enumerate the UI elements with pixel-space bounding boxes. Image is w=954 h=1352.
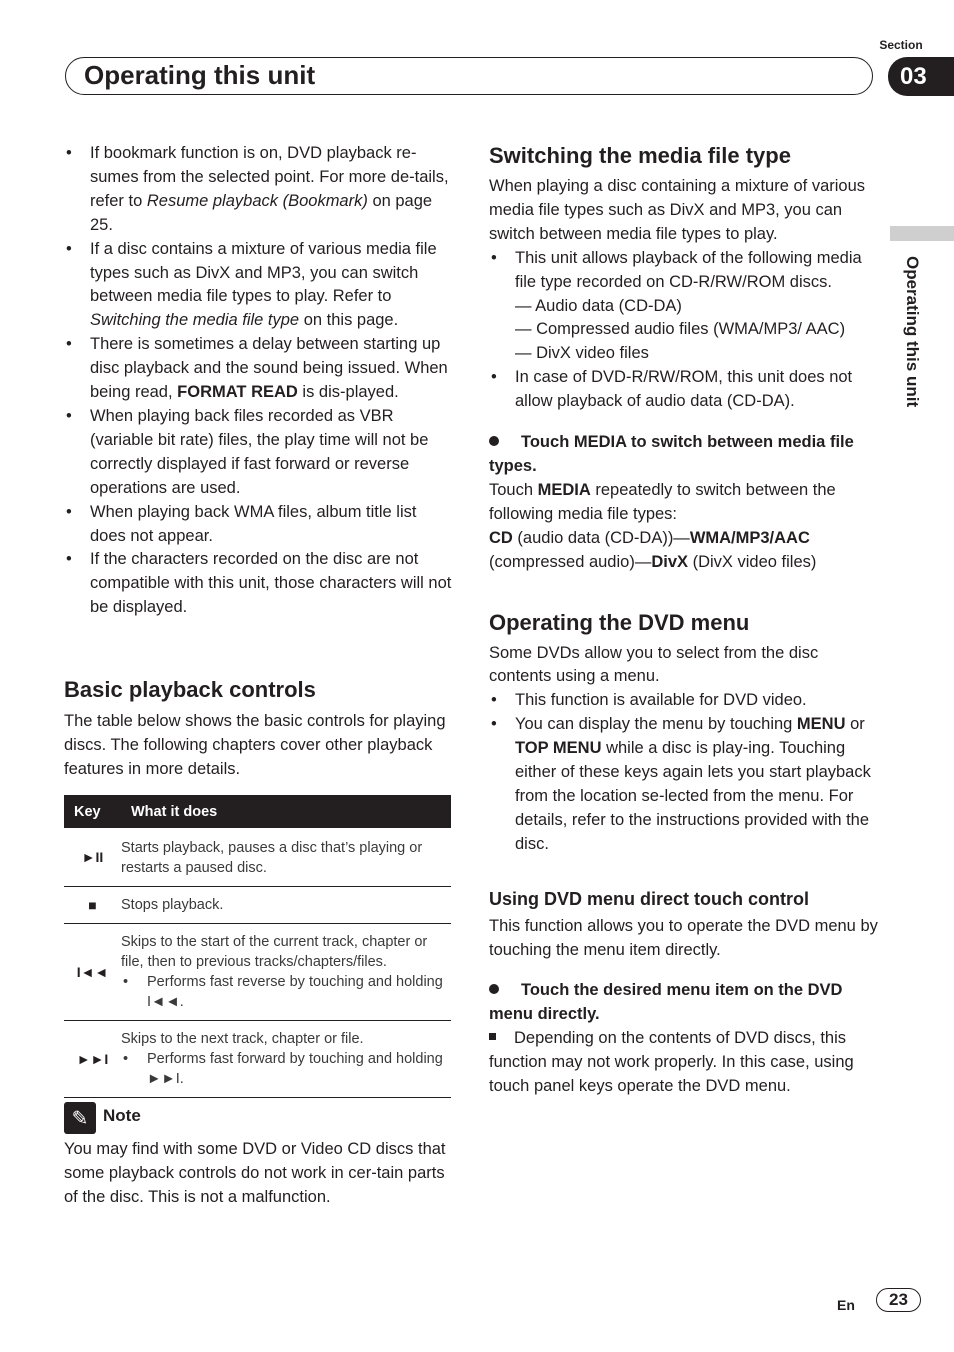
list-item: • You can display the menu by touching MENU or TOP MENU while a disc is play-ing. Touching either of these keys again lets you start playback from the location se-lected from the menu. For details, refer to the instructions provided with the disc. <box>489 713 879 856</box>
step-bullet-icon <box>489 984 499 994</box>
note-label: Note <box>103 1106 141 1125</box>
skip-forward-icon: ►►I <box>64 1021 121 1098</box>
touch-control-heading: Using DVD menu direct touch control <box>489 888 810 909</box>
step-note: Depending on the contents of DVD discs, this function may not work properly. In this case, using touch panel keys operate the DVD menu. <box>489 1029 854 1096</box>
page-title-box <box>65 57 873 95</box>
list-item: • If the characters recorded on the disc are not compatible with this unit, those characters will not be displayed. <box>64 548 456 620</box>
step-touch-media-body: Touch MEDIA repeatedly to switch between the following media file types: <box>489 480 836 523</box>
side-tab-label: Operating this unit <box>903 256 922 408</box>
page-title: Operating this unit <box>84 60 316 90</box>
list-item: • There is sometimes a delay between starting up disc playback and the sound being issued. When being read, FORMAT READ is dis-played. <box>64 333 456 405</box>
table-row <box>64 887 451 924</box>
table-cell: Stops playback. <box>121 887 451 924</box>
play-pause-icon: ►II <box>64 828 121 887</box>
switch-intro: When playing a disc containing a mixture of various media file types such as DivX and MP3, you can switch between media file types to play. <box>489 177 866 243</box>
list-item: • This function is available for DVD video. <box>489 689 879 713</box>
section-number: 03 <box>888 57 954 96</box>
basic-playback-section <box>64 676 456 782</box>
step-touch-media: Touch MEDIA to switch between media file types. <box>489 433 854 475</box>
switch-heading: Switching the media file type <box>489 143 791 168</box>
square-bullet-icon <box>489 1033 496 1040</box>
media-cycle: CD (audio data (CD-DA))—WMA/MP3/AAC (compressed audio)—DivX (DivX video files) <box>489 528 817 571</box>
table-header-row <box>64 795 451 828</box>
list-item: • In case of DVD-R/RW/ROM, this unit does not allow playback of audio data (CD-DA). <box>489 366 879 414</box>
step-bullet-icon <box>489 436 499 446</box>
basic-playback-intro: The table below shows the basic controls for playing discs. The following chapters cover other playback features in more details. <box>64 712 446 778</box>
table-row <box>64 924 451 1021</box>
list-item: • If bookmark function is on, DVD playback re-sumes from the selected point. For more de-tails, refer to Resume playback (Bookmark) on page 25. <box>64 142 456 238</box>
table-cell: Starts playback, pauses a disc that’s playing or restarts a paused disc. <box>121 828 451 887</box>
controls-table <box>64 795 451 1098</box>
list-item: • When playing back WMA files, album title list does not appear. <box>64 501 456 549</box>
dvd-menu-intro: Some DVDs allow you to select from the disc contents using a menu. <box>489 643 819 686</box>
basic-playback-heading: Basic playback controls <box>64 677 316 702</box>
list-item: • When playing back files recorded as VBR (variable bit rate) files, the play time will not be correctly displayed if fast forward or reverse operations are used. <box>64 405 456 501</box>
note-pencil-icon: ✎ <box>64 1102 96 1134</box>
table-row <box>64 828 451 887</box>
left-bullet-list <box>64 142 456 620</box>
page-number: 23 <box>876 1288 921 1312</box>
table-header-desc: What it does <box>121 795 451 828</box>
note-text: You may find with some DVD or Video CD discs that some playback controls do not work in cer-tain parts of the disc. This is not a malfunction. <box>64 1140 446 1206</box>
table-cell: Skips to the start of the current track, chapter or file, then to previous tracks/chapters/files. • Performs fast reverse by touching and holding I◄◄. <box>121 924 451 1021</box>
dash-item: — Compressed audio files (WMA/MP3/ AAC) <box>515 320 846 339</box>
list-item: • If a disc contains a mixture of various media file types such as DivX and MP3, you can switch between media file types to play. Refer to Switching the media file type on this page. <box>64 238 456 334</box>
side-tab-marker <box>890 226 954 241</box>
skip-back-icon: I◄◄ <box>64 924 121 1021</box>
table-cell: Skips to the next track, chapter or file. • Performs fast forward by touching and holding ►►I. <box>121 1021 451 1098</box>
section-label: Section <box>879 38 923 52</box>
stop-icon: ■ <box>64 887 121 924</box>
dash-item: — DivX video files <box>515 344 649 363</box>
list-item: • Performs fast reverse by touching and holding I◄◄. <box>121 972 451 1012</box>
table-header-key: Key <box>64 795 121 828</box>
right-column <box>489 142 879 1099</box>
list-item: • Performs fast forward by touching and holding ►►I. <box>121 1049 451 1089</box>
list-item: • This unit allows playback of the following media file type recorded on CD-R/RW/ROM discs. — Audio data (CD-DA) — Compressed audio files (WMA/MP3/ AAC) — DivX video files <box>489 247 879 367</box>
dash-item: — Audio data (CD-DA) <box>515 296 682 315</box>
step-touch-menu-item: Touch the desired menu item on the DVD menu directly. <box>489 981 843 1024</box>
footer-language: En <box>837 1297 855 1313</box>
table-row <box>64 1021 451 1098</box>
touch-control-intro: This function allows you to operate the DVD menu by touching the menu item directly. <box>489 916 878 959</box>
dvd-menu-heading: Operating the DVD menu <box>489 609 750 635</box>
